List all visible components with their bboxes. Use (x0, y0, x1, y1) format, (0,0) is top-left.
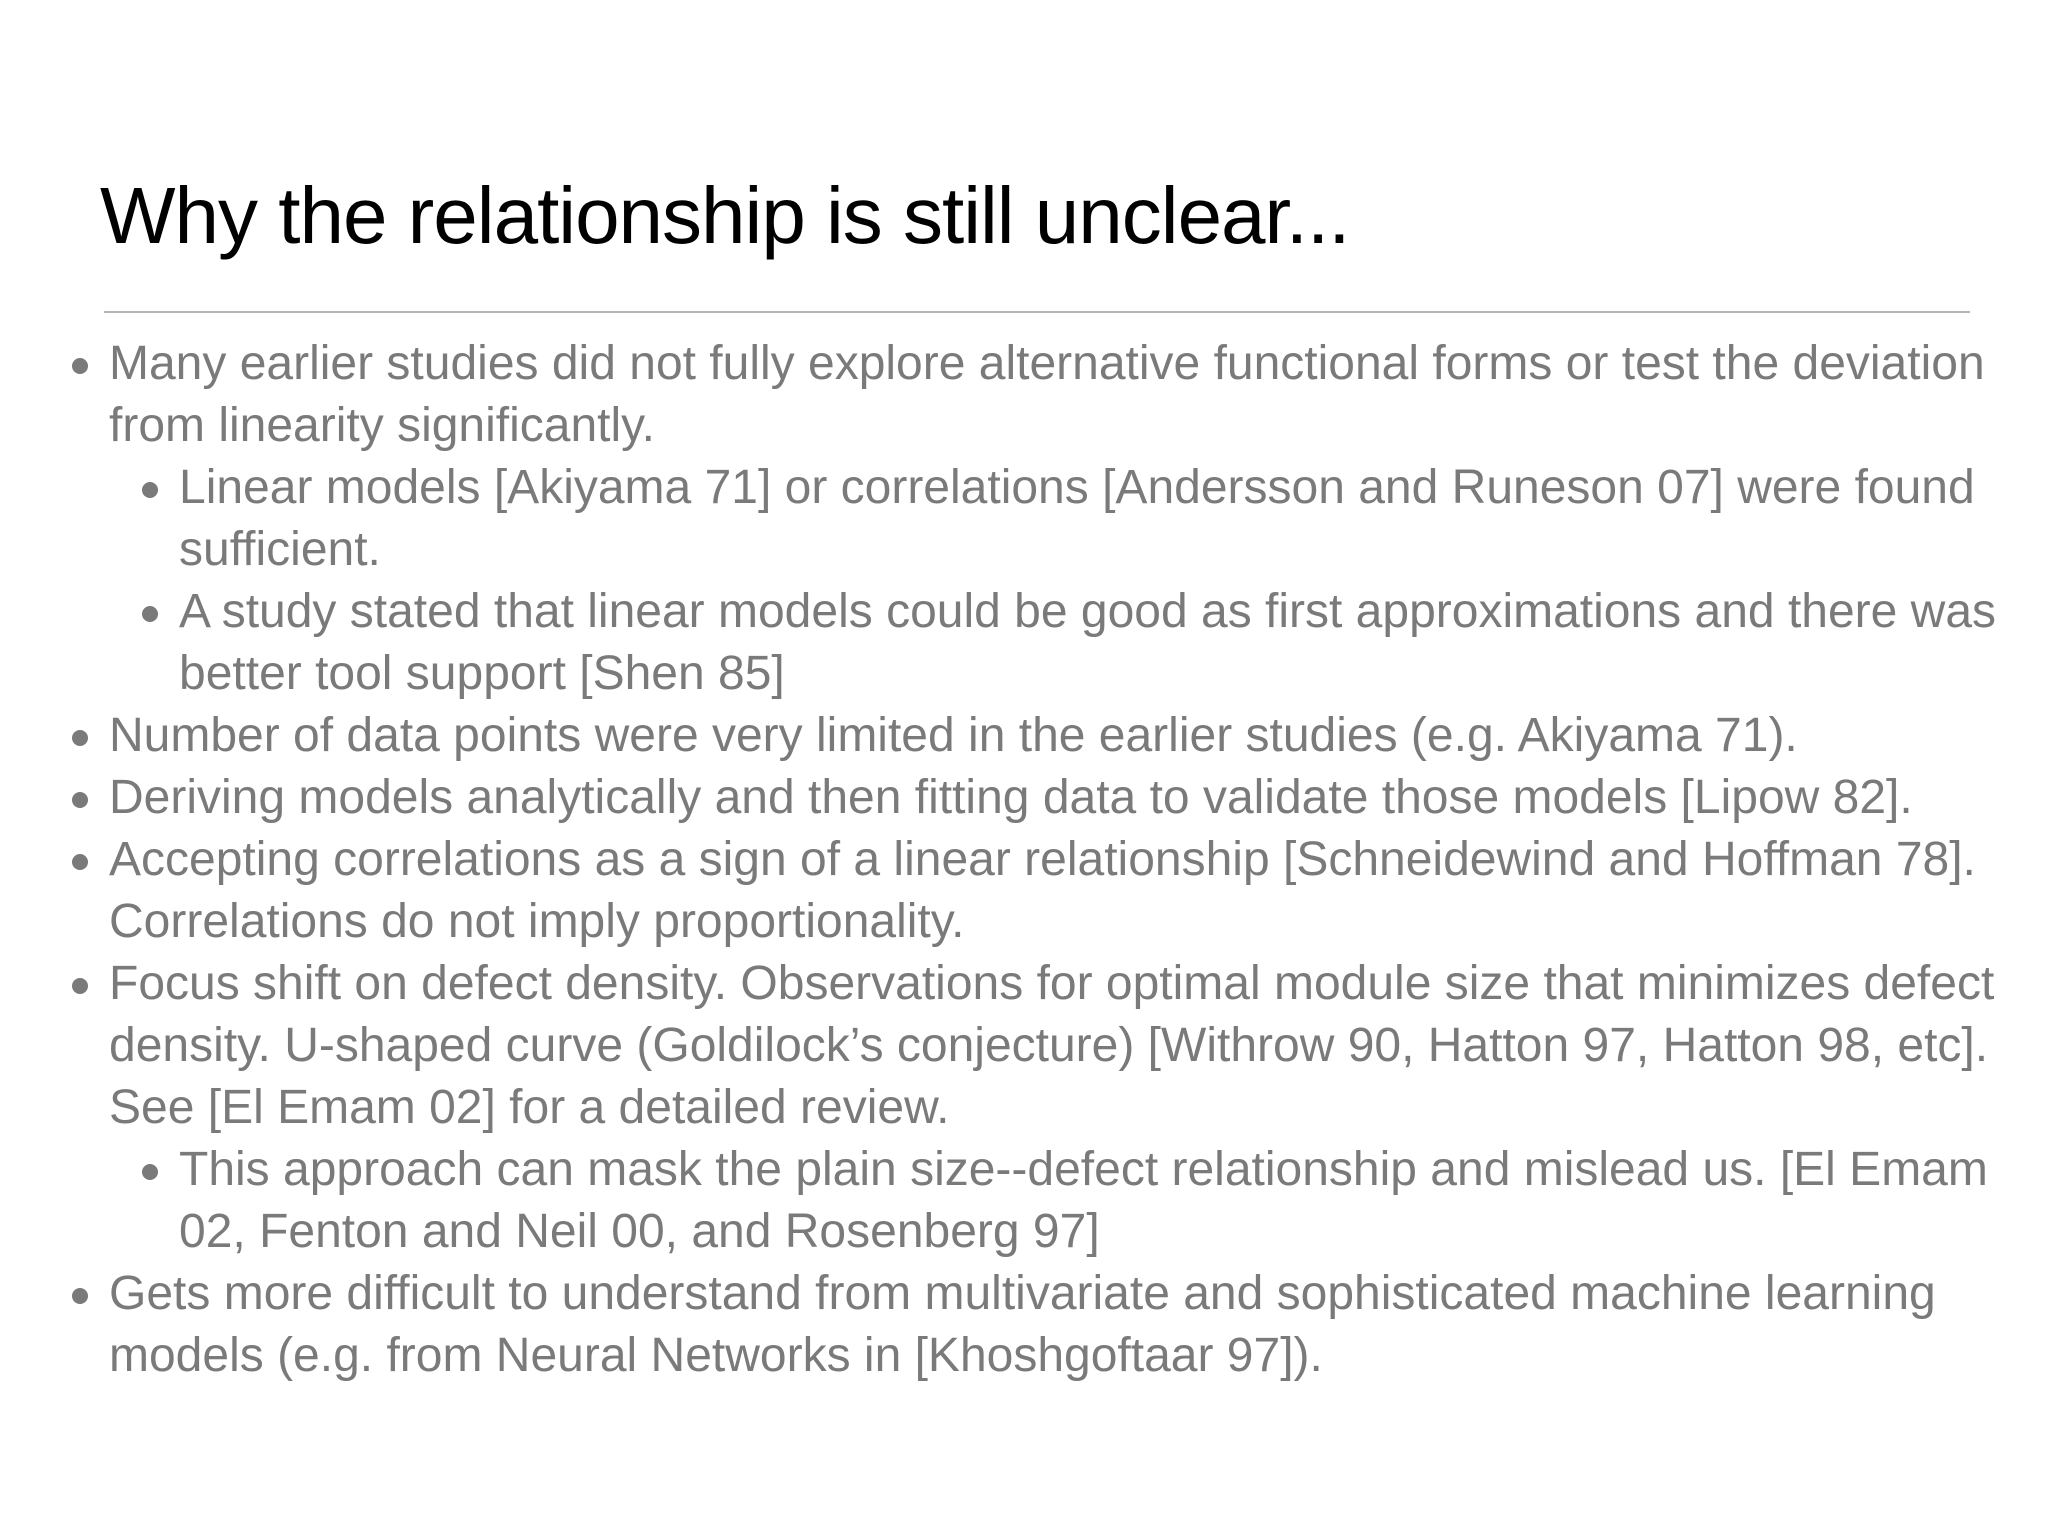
bullet-item (0, 829, 2048, 953)
bullet-text: Many earlier studies did not fully explore alternative functional forms or test the deviation from linearity significantly. (109, 337, 1985, 452)
bullet-dot-icon (72, 978, 88, 994)
bullet-item (0, 1263, 2048, 1387)
bullet-dot-icon (142, 1164, 158, 1180)
bullet-text: Focus shift on defect density. Observations for optimal module size that minimizes defect density. U-shaped curve (Goldilock’s conjecture) [Withrow 90, Hatton 97, Hatton 98, etc]. See [El Emam 02] for a detailed review. (109, 957, 1995, 1134)
bullet-dot-icon (72, 792, 88, 808)
bullet-text: Accepting correlations as a sign of a linear relationship [Schneidewind and Hoffman 78]. Correlations do not imply proportionality. (109, 833, 1976, 948)
bullet-dot-icon (72, 358, 88, 374)
bullet-list (0, 333, 2048, 1387)
bullet-dot-icon (72, 730, 88, 746)
bullet-dot-icon (142, 482, 158, 498)
slide-title: Why the relationship is still unclear... (100, 171, 1350, 260)
bullet-dot-icon (72, 854, 88, 870)
bullet-item (0, 953, 2048, 1139)
sub-bullet-text: Linear models [Akiyama 71] or correlations [Andersson and Runeson 07] were found sufficient. (179, 461, 1975, 576)
bullet-item (0, 333, 2048, 457)
sub-bullet-text: A study stated that linear models could be good as first approximations and there was better tool support [Shen 85] (179, 585, 1997, 700)
bullet-dot-icon (142, 606, 158, 622)
title-divider (104, 311, 1970, 313)
bullet-text: Gets more difficult to understand from multivariate and sophisticated machine learning models (e.g. from Neural Networks in [Khoshgoftaar 97]). (109, 1267, 1936, 1382)
bullet-text: Deriving models analytically and then fitting data to validate those models [Lipow 82]. (109, 771, 1913, 824)
bullet-dot-icon (72, 1288, 88, 1304)
bullet-item (0, 767, 2048, 829)
sub-bullet-item (0, 1139, 2048, 1263)
bullet-text: Number of data points were very limited in the earlier studies (e.g. Akiyama 71). (109, 709, 1798, 762)
sub-bullet-item (0, 581, 2048, 705)
sub-bullet-text: This approach can mask the plain size--defect relationship and mislead us. [El Emam 02, Fenton and Neil 00, and Rosenberg 97] (179, 1143, 1988, 1258)
bullet-item (0, 705, 2048, 767)
sub-bullet-item (0, 457, 2048, 581)
